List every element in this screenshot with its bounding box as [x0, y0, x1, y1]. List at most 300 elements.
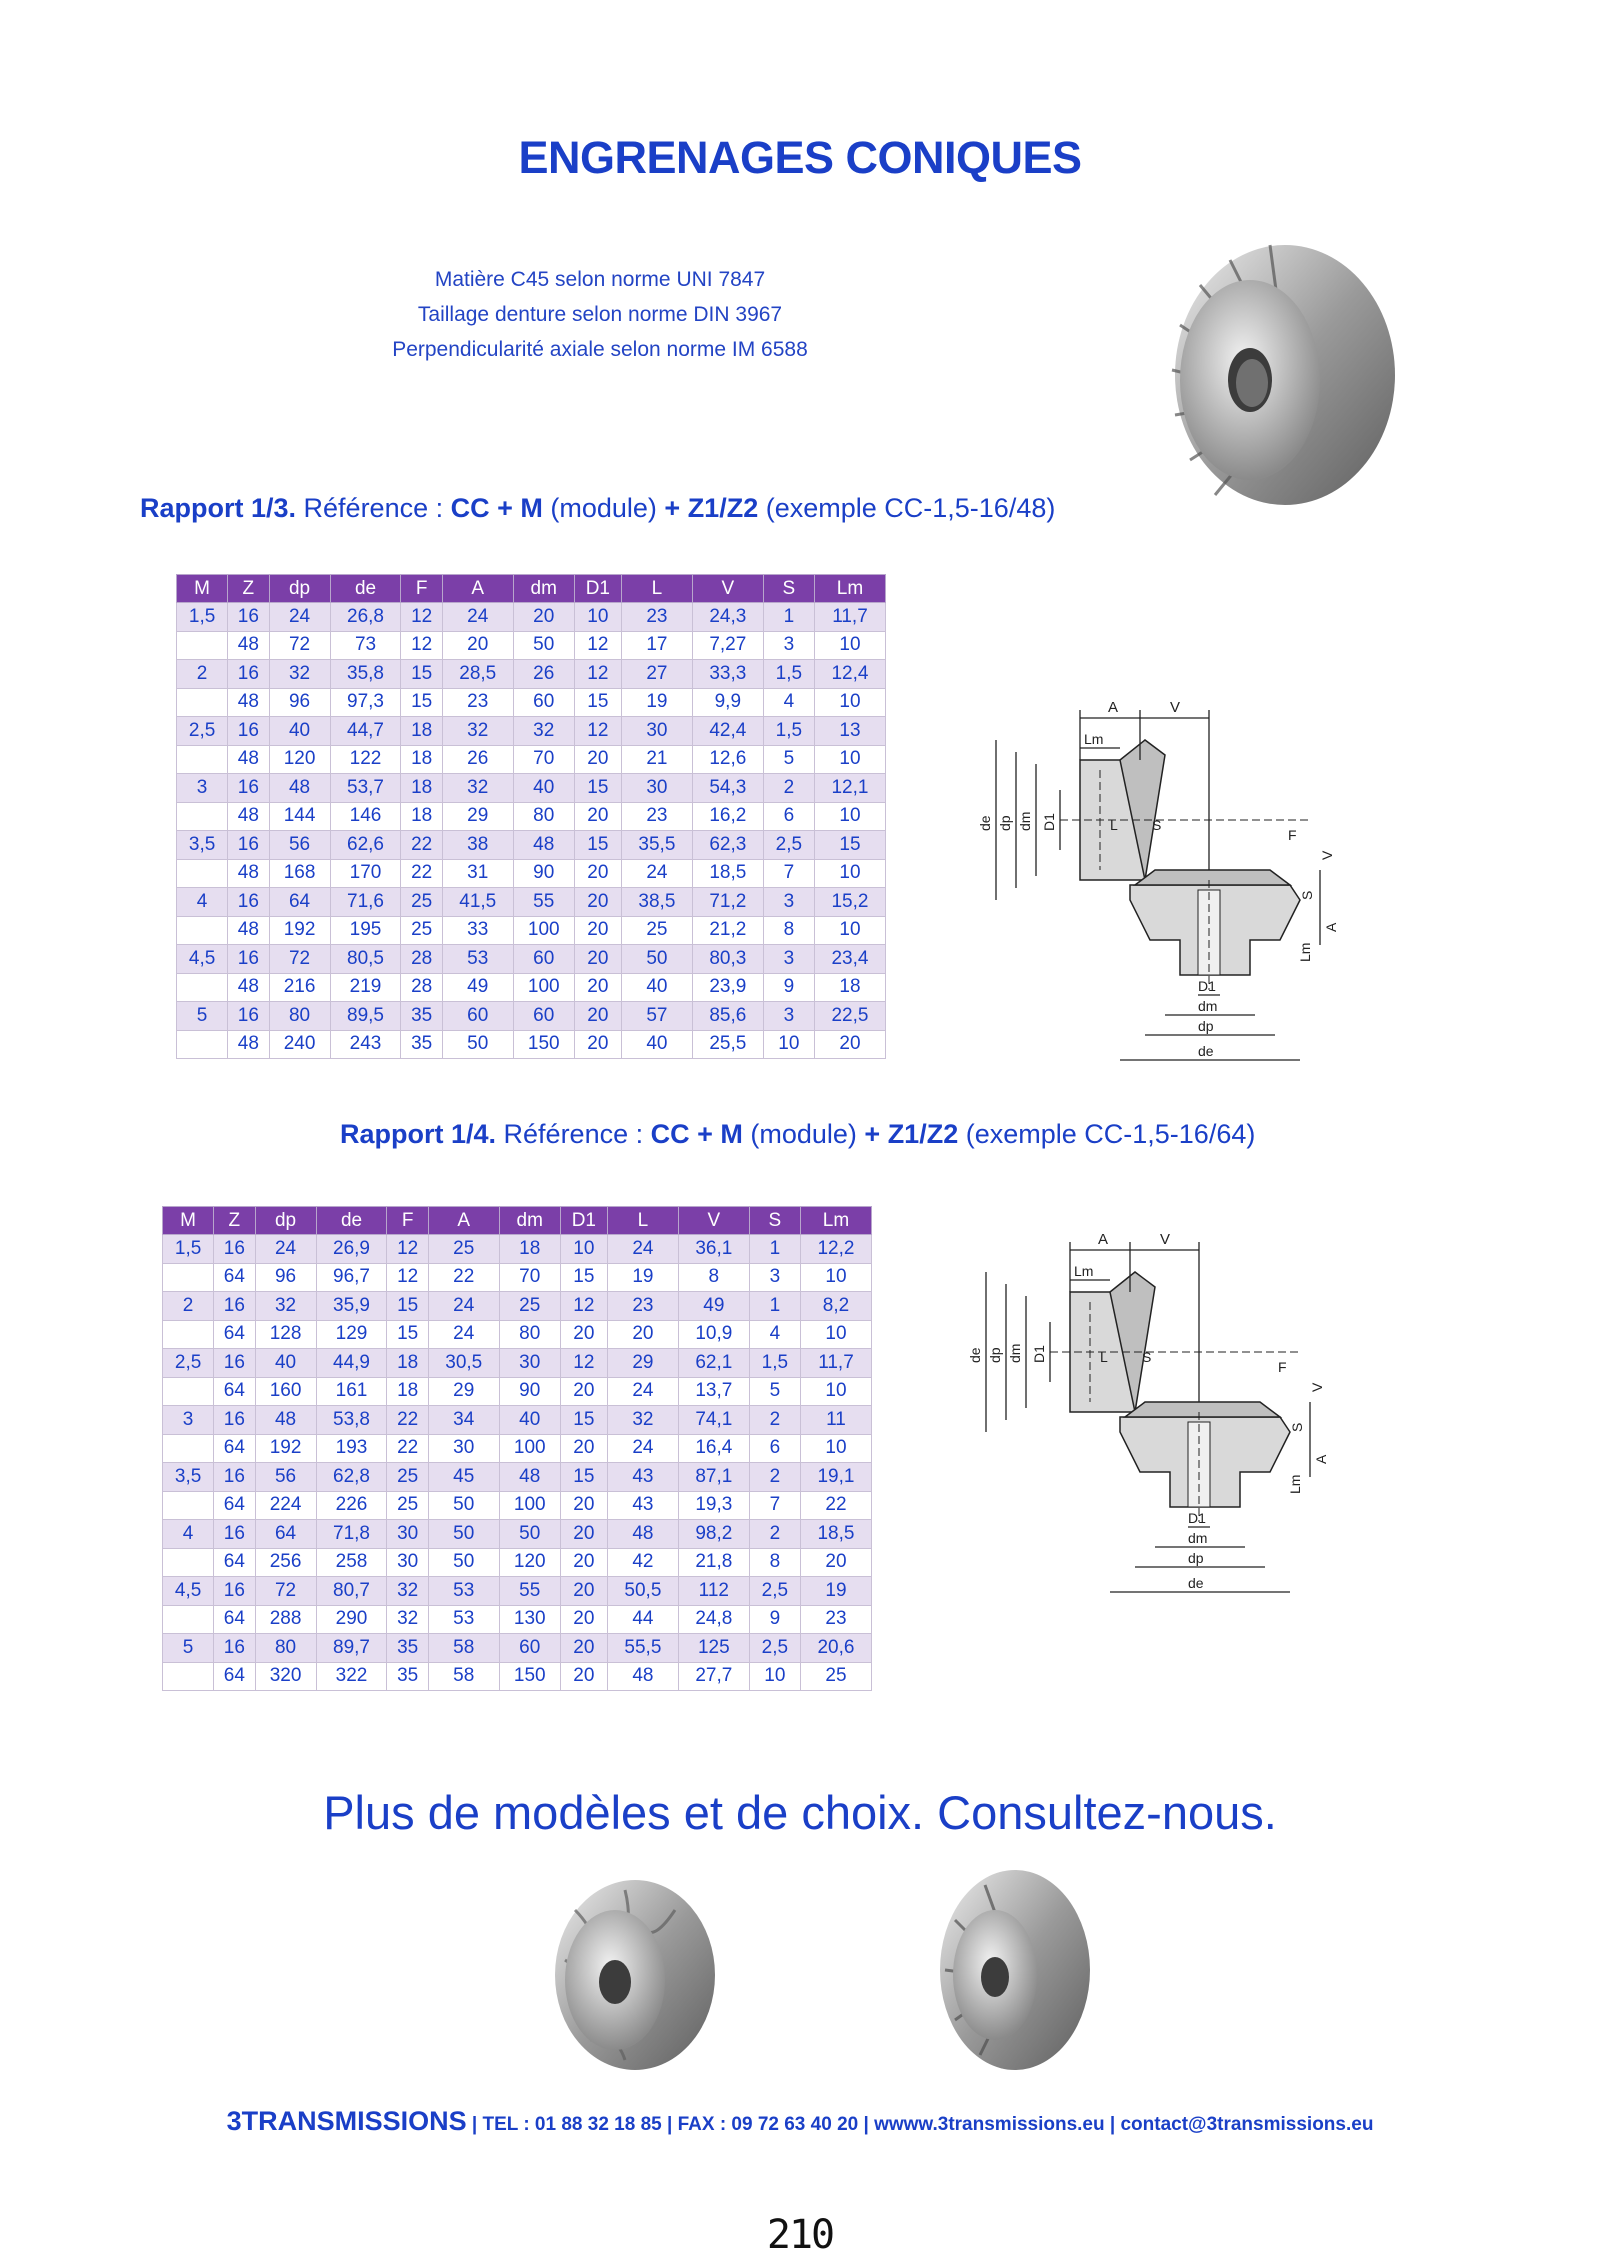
table-cell: 48 — [607, 1662, 678, 1691]
table-cell: 50,5 — [607, 1577, 678, 1606]
table-cell: 80 — [499, 1320, 560, 1349]
table-cell: 9 — [763, 973, 814, 1002]
reference-example: (exemple CC-1,5-16/48) — [758, 493, 1056, 523]
column-header: Z — [228, 575, 269, 603]
table-cell: 48 — [269, 774, 330, 803]
table-cell: 6 — [749, 1434, 800, 1463]
table-cell: 34 — [428, 1406, 499, 1435]
table-cell: 19 — [800, 1577, 871, 1606]
table-cell — [163, 1491, 214, 1520]
table-cell: 3 — [177, 774, 228, 803]
table-cell: 16 — [214, 1235, 255, 1264]
footer-contact — [0, 2106, 1600, 2137]
table-cell: 12 — [560, 1349, 607, 1378]
reference-example: (exemple CC-1,5-16/64) — [958, 1119, 1256, 1149]
table-cell: 144 — [269, 802, 330, 831]
table-cell: 48 — [228, 859, 269, 888]
table-cell: 22 — [401, 859, 442, 888]
column-header: dm — [513, 575, 574, 603]
table-cell: 24 — [269, 603, 330, 632]
teeth-ratio: + Z1/Z2 — [664, 493, 759, 523]
table-cell: 100 — [499, 1434, 560, 1463]
table-row — [177, 631, 886, 660]
table-cell: 12 — [387, 1263, 428, 1292]
table-cell: 16,4 — [678, 1434, 749, 1463]
table-cell: 23,9 — [692, 973, 763, 1002]
table-cell: 20 — [574, 859, 621, 888]
table-cell: 12 — [401, 631, 442, 660]
table-cell: 80,3 — [692, 945, 763, 974]
bevel-gear-photo — [1110, 225, 1410, 555]
table-cell: 15 — [560, 1406, 607, 1435]
table-cell: 10,9 — [678, 1320, 749, 1349]
table-cell: 49 — [442, 973, 513, 1002]
table-cell: 195 — [330, 916, 401, 945]
table-cell: 18 — [401, 717, 442, 746]
column-header: dp — [255, 1207, 316, 1235]
table-cell: 2 — [749, 1406, 800, 1435]
table-cell: 20 — [574, 973, 621, 1002]
table-cell: 4 — [763, 688, 814, 717]
table-cell: 128 — [255, 1320, 316, 1349]
table-cell: 71,2 — [692, 888, 763, 917]
module-label: (module) — [542, 493, 665, 523]
reference-code: CC + M — [650, 1119, 743, 1149]
table-row — [163, 1520, 872, 1549]
table-cell: 22 — [387, 1434, 428, 1463]
label-S: S — [1142, 1349, 1152, 1365]
table-cell: 18 — [499, 1235, 560, 1264]
table-cell: 15 — [387, 1320, 428, 1349]
table-cell: 224 — [255, 1491, 316, 1520]
table-cell: 40 — [513, 774, 574, 803]
table-cell: 89,7 — [316, 1634, 387, 1663]
table-cell: 21,8 — [678, 1548, 749, 1577]
table-row — [177, 1002, 886, 1031]
table-row — [163, 1263, 872, 1292]
table-cell: 2 — [749, 1463, 800, 1492]
table-row — [177, 774, 886, 803]
table-cell: 170 — [330, 859, 401, 888]
table-cell: 122 — [330, 745, 401, 774]
table-row — [163, 1548, 872, 1577]
table-cell: 18 — [387, 1349, 428, 1378]
table-cell: 96 — [255, 1263, 316, 1292]
table-cell: 16 — [214, 1292, 255, 1321]
table-cell: 71,8 — [316, 1520, 387, 1549]
column-header: Z — [214, 1207, 255, 1235]
table-cell: 288 — [255, 1605, 316, 1634]
table-row — [177, 973, 886, 1002]
table-cell: 28,5 — [442, 660, 513, 689]
table-cell: 3 — [163, 1406, 214, 1435]
table-cell: 5 — [163, 1634, 214, 1663]
label-V: V — [1170, 700, 1181, 716]
wheel-teeth — [1135, 870, 1290, 885]
table-cell: 87,1 — [678, 1463, 749, 1492]
table-cell: 12,4 — [814, 660, 885, 689]
table-cell: 8 — [763, 916, 814, 945]
table-cell: 30 — [428, 1434, 499, 1463]
table-cell: 49 — [678, 1292, 749, 1321]
table-cell: 62,6 — [330, 831, 401, 860]
table-cell: 16 — [214, 1406, 255, 1435]
table-cell: 32 — [513, 717, 574, 746]
table-cell: 54,3 — [692, 774, 763, 803]
table-cell: 20 — [574, 1030, 621, 1059]
table-cell: 17 — [621, 631, 692, 660]
label-L: L — [1100, 1349, 1108, 1365]
table-cell: 1,5 — [163, 1235, 214, 1264]
table-row — [163, 1292, 872, 1321]
label-A: A — [1313, 1454, 1329, 1464]
table-cell: 12 — [574, 660, 621, 689]
table-cell: 120 — [269, 745, 330, 774]
table-cell: 56 — [255, 1463, 316, 1492]
label-de: de — [977, 815, 993, 831]
label-A: A — [1323, 922, 1339, 932]
table-cell: 20 — [560, 1434, 607, 1463]
table-cell: 90 — [499, 1377, 560, 1406]
table-cell: 38,5 — [621, 888, 692, 917]
table-cell: 15 — [401, 688, 442, 717]
table-cell: 53 — [442, 945, 513, 974]
table-cell: 1,5 — [177, 603, 228, 632]
table-row — [163, 1320, 872, 1349]
table-header-row — [163, 1207, 872, 1235]
table-cell: 25 — [401, 888, 442, 917]
table-cell: 7,27 — [692, 631, 763, 660]
label-A: A — [1098, 1232, 1109, 1248]
table-cell: 168 — [269, 859, 330, 888]
label-D1: D1 — [1188, 1510, 1206, 1526]
table-cell — [177, 745, 228, 774]
table-cell: 73 — [330, 631, 401, 660]
label-A: A — [1108, 700, 1119, 716]
table-cell: 12,1 — [814, 774, 885, 803]
table-cell: 64 — [214, 1491, 255, 1520]
table-cell: 72 — [255, 1577, 316, 1606]
table-cell: 193 — [316, 1434, 387, 1463]
table-cell: 18,5 — [800, 1520, 871, 1549]
label-V: V — [1160, 1232, 1171, 1248]
table-cell: 10 — [800, 1377, 871, 1406]
table-cell: 192 — [255, 1434, 316, 1463]
table-cell: 89,5 — [330, 1002, 401, 1031]
table-cell: 80 — [255, 1634, 316, 1663]
reference-label: Référence : — [296, 493, 451, 523]
table-cell: 74,1 — [678, 1406, 749, 1435]
table-cell: 50 — [513, 631, 574, 660]
table-cell: 18 — [387, 1377, 428, 1406]
table-cell: 42,4 — [692, 717, 763, 746]
table-cell: 2 — [763, 774, 814, 803]
table-cell: 64 — [214, 1662, 255, 1691]
table-cell: 7 — [749, 1491, 800, 1520]
table-cell: 1,5 — [749, 1349, 800, 1378]
table-cell: 72 — [269, 945, 330, 974]
table-cell: 320 — [255, 1662, 316, 1691]
table-cell: 27,7 — [678, 1662, 749, 1691]
column-header: F — [401, 575, 442, 603]
table-cell: 72 — [269, 631, 330, 660]
table-cell: 100 — [513, 916, 574, 945]
table-cell: 64 — [214, 1434, 255, 1463]
table-cell: 125 — [678, 1634, 749, 1663]
table-cell: 11,7 — [814, 603, 885, 632]
column-header: S — [749, 1207, 800, 1235]
label-Lm: Lm — [1297, 942, 1313, 962]
table-cell: 129 — [316, 1320, 387, 1349]
table-cell — [163, 1662, 214, 1691]
table-cell — [163, 1320, 214, 1349]
table-cell: 16 — [228, 831, 269, 860]
table-cell: 16 — [214, 1349, 255, 1378]
table-cell: 24 — [607, 1434, 678, 1463]
table-cell: 48 — [228, 916, 269, 945]
rapport-2-label: Rapport 1/4. — [340, 1119, 497, 1149]
table-cell: 64 — [214, 1377, 255, 1406]
table-cell: 20 — [560, 1320, 607, 1349]
table-cell: 10 — [749, 1662, 800, 1691]
table-cell: 25 — [499, 1292, 560, 1321]
label-L: L — [1110, 817, 1118, 833]
table-cell: 48 — [228, 688, 269, 717]
table-cell: 30 — [621, 717, 692, 746]
label-D1: D1 — [1031, 1345, 1047, 1363]
table-cell: 1 — [763, 603, 814, 632]
table-cell: 80,5 — [330, 945, 401, 974]
table-cell: 71,6 — [330, 888, 401, 917]
table-cell: 40 — [269, 717, 330, 746]
table-cell: 16 — [214, 1463, 255, 1492]
call-to-action: Plus de modèles et de choix. Consultez-nous. — [323, 1786, 1277, 1839]
label-dm: dm — [1188, 1530, 1208, 1546]
table-cell: 20 — [560, 1377, 607, 1406]
label-D1: D1 — [1041, 813, 1057, 831]
table-cell: 53,8 — [316, 1406, 387, 1435]
label-Lm: Lm — [1287, 1474, 1303, 1494]
table-cell: 10 — [800, 1263, 871, 1292]
table-cell: 24,3 — [692, 603, 763, 632]
table-cell: 58 — [428, 1634, 499, 1663]
gear-table-ratio-1-4 — [162, 1206, 872, 1691]
label-D1: D1 — [1198, 978, 1216, 994]
table-cell: 62,8 — [316, 1463, 387, 1492]
table-cell: 44,9 — [316, 1349, 387, 1378]
table-cell: 20 — [560, 1548, 607, 1577]
label-de: de — [1188, 1575, 1204, 1591]
table-cell: 20 — [560, 1634, 607, 1663]
table-cell: 25 — [428, 1235, 499, 1264]
table-header-row — [177, 575, 886, 603]
table-cell: 32 — [607, 1406, 678, 1435]
table-cell: 12,6 — [692, 745, 763, 774]
table-cell: 24 — [607, 1377, 678, 1406]
table-cell: 30 — [621, 774, 692, 803]
spec-line: Taillage denture selon norme DIN 3967 — [417, 303, 783, 326]
column-header: M — [163, 1207, 214, 1235]
table-cell: 24 — [621, 859, 692, 888]
column-header: L — [607, 1207, 678, 1235]
table-cell: 3 — [763, 888, 814, 917]
table-cell — [177, 631, 228, 660]
table-cell: 3,5 — [177, 831, 228, 860]
spiral-bevel-gear-photo — [535, 1870, 725, 2080]
straight-bevel-gear-photo — [920, 1860, 1100, 2080]
table-cell: 5 — [177, 1002, 228, 1031]
table-cell: 60 — [513, 1002, 574, 1031]
reference-code: CC + M — [450, 493, 543, 523]
table-cell: 150 — [513, 1030, 574, 1059]
table-cell: 4 — [163, 1520, 214, 1549]
table-cell: 10 — [814, 688, 885, 717]
table-cell: 57 — [621, 1002, 692, 1031]
label-S: S — [1289, 1422, 1305, 1432]
column-header: Lm — [814, 575, 885, 603]
table-cell — [177, 859, 228, 888]
table-cell: 16 — [228, 603, 269, 632]
table-cell: 70 — [513, 745, 574, 774]
contact-details: | TEL : 01 88 32 18 85 | FAX : 09 72 63 40 20 | wwww.3transmissions.eu | contact@3transmissions.eu — [466, 2114, 1374, 2135]
table-cell: 219 — [330, 973, 401, 1002]
table-cell: 24 — [428, 1320, 499, 1349]
table-cell: 28 — [401, 973, 442, 1002]
table-cell: 2,5 — [749, 1577, 800, 1606]
table-cell: 32 — [442, 717, 513, 746]
table-cell: 44,7 — [330, 717, 401, 746]
table-row — [177, 603, 886, 632]
table-cell: 80 — [513, 802, 574, 831]
table-cell: 50 — [499, 1520, 560, 1549]
table-cell: 40 — [621, 973, 692, 1002]
table-cell — [177, 802, 228, 831]
table-cell: 27 — [621, 660, 692, 689]
label-dm: dm — [1007, 1343, 1023, 1363]
table-cell: 48 — [607, 1520, 678, 1549]
table-row — [163, 1377, 872, 1406]
table-cell: 32 — [269, 660, 330, 689]
label-S: S — [1299, 890, 1315, 900]
table-cell: 22 — [800, 1491, 871, 1520]
table-cell: 15 — [574, 688, 621, 717]
column-header: de — [330, 575, 401, 603]
table-cell: 30 — [387, 1548, 428, 1577]
table-cell: 29 — [428, 1377, 499, 1406]
table-cell: 1,5 — [763, 660, 814, 689]
table-cell: 22 — [428, 1263, 499, 1292]
table-cell: 12 — [574, 717, 621, 746]
table-cell: 44 — [607, 1605, 678, 1634]
table-row — [177, 802, 886, 831]
table-cell: 33,3 — [692, 660, 763, 689]
table-cell: 48 — [255, 1406, 316, 1435]
table-cell — [163, 1434, 214, 1463]
table-cell: 53 — [428, 1605, 499, 1634]
table-cell: 216 — [269, 973, 330, 1002]
table-cell: 64 — [214, 1605, 255, 1634]
table-cell: 150 — [499, 1662, 560, 1691]
table-cell: 32 — [387, 1577, 428, 1606]
table-cell: 10 — [814, 631, 885, 660]
label-Lm: Lm — [1084, 731, 1104, 747]
table-cell: 18 — [401, 802, 442, 831]
table-cell: 9,9 — [692, 688, 763, 717]
column-header: D1 — [574, 575, 621, 603]
table-cell: 15 — [574, 774, 621, 803]
table-row — [177, 945, 886, 974]
table-cell: 24 — [607, 1235, 678, 1264]
table-cell: 161 — [316, 1377, 387, 1406]
table-cell: 64 — [269, 888, 330, 917]
table-cell: 50 — [442, 1030, 513, 1059]
table-row — [163, 1463, 872, 1492]
table-cell: 43 — [607, 1463, 678, 1492]
table-cell: 20 — [574, 802, 621, 831]
table-row — [163, 1605, 872, 1634]
table-cell: 15 — [574, 831, 621, 860]
table-cell: 15 — [560, 1463, 607, 1492]
table-cell: 10 — [763, 1030, 814, 1059]
label-V: V — [1319, 850, 1335, 860]
table-cell: 5 — [763, 745, 814, 774]
table-cell: 21 — [621, 745, 692, 774]
table-cell: 240 — [269, 1030, 330, 1059]
table-cell: 20,6 — [800, 1634, 871, 1663]
table-cell: 20 — [560, 1520, 607, 1549]
table-row — [177, 717, 886, 746]
rapport-2-heading — [340, 1119, 1255, 1150]
table-cell: 16 — [228, 717, 269, 746]
table-cell: 70 — [499, 1263, 560, 1292]
table-row — [177, 916, 886, 945]
column-header: D1 — [560, 1207, 607, 1235]
table-row — [163, 1406, 872, 1435]
table-row — [177, 859, 886, 888]
table-cell: 24 — [442, 603, 513, 632]
column-header: dm — [499, 1207, 560, 1235]
table-cell: 35 — [387, 1662, 428, 1691]
table-cell: 48 — [499, 1463, 560, 1492]
table-cell: 42 — [607, 1548, 678, 1577]
column-header: A — [428, 1207, 499, 1235]
table-cell: 10 — [814, 916, 885, 945]
table-cell: 6 — [763, 802, 814, 831]
table-cell: 64 — [255, 1520, 316, 1549]
table-cell: 16 — [214, 1577, 255, 1606]
table-cell: 16,2 — [692, 802, 763, 831]
table-cell — [177, 916, 228, 945]
table-cell: 100 — [499, 1491, 560, 1520]
table-row — [177, 831, 886, 860]
table-cell: 18 — [401, 745, 442, 774]
table-cell: 100 — [513, 973, 574, 1002]
table-cell: 146 — [330, 802, 401, 831]
table-cell: 10 — [574, 603, 621, 632]
page-title: ENGRENAGES CONIQUES — [518, 132, 1082, 183]
table-cell: 25,5 — [692, 1030, 763, 1059]
table-cell: 11,7 — [800, 1349, 871, 1378]
module-label: (module) — [742, 1119, 865, 1149]
table-cell: 23 — [607, 1292, 678, 1321]
table-cell: 56 — [269, 831, 330, 860]
table-cell: 30 — [499, 1349, 560, 1378]
page-number: 210 — [766, 2212, 834, 2258]
table-cell — [163, 1377, 214, 1406]
table-cell: 13 — [814, 717, 885, 746]
table-row — [163, 1235, 872, 1264]
table-cell: 32 — [255, 1292, 316, 1321]
